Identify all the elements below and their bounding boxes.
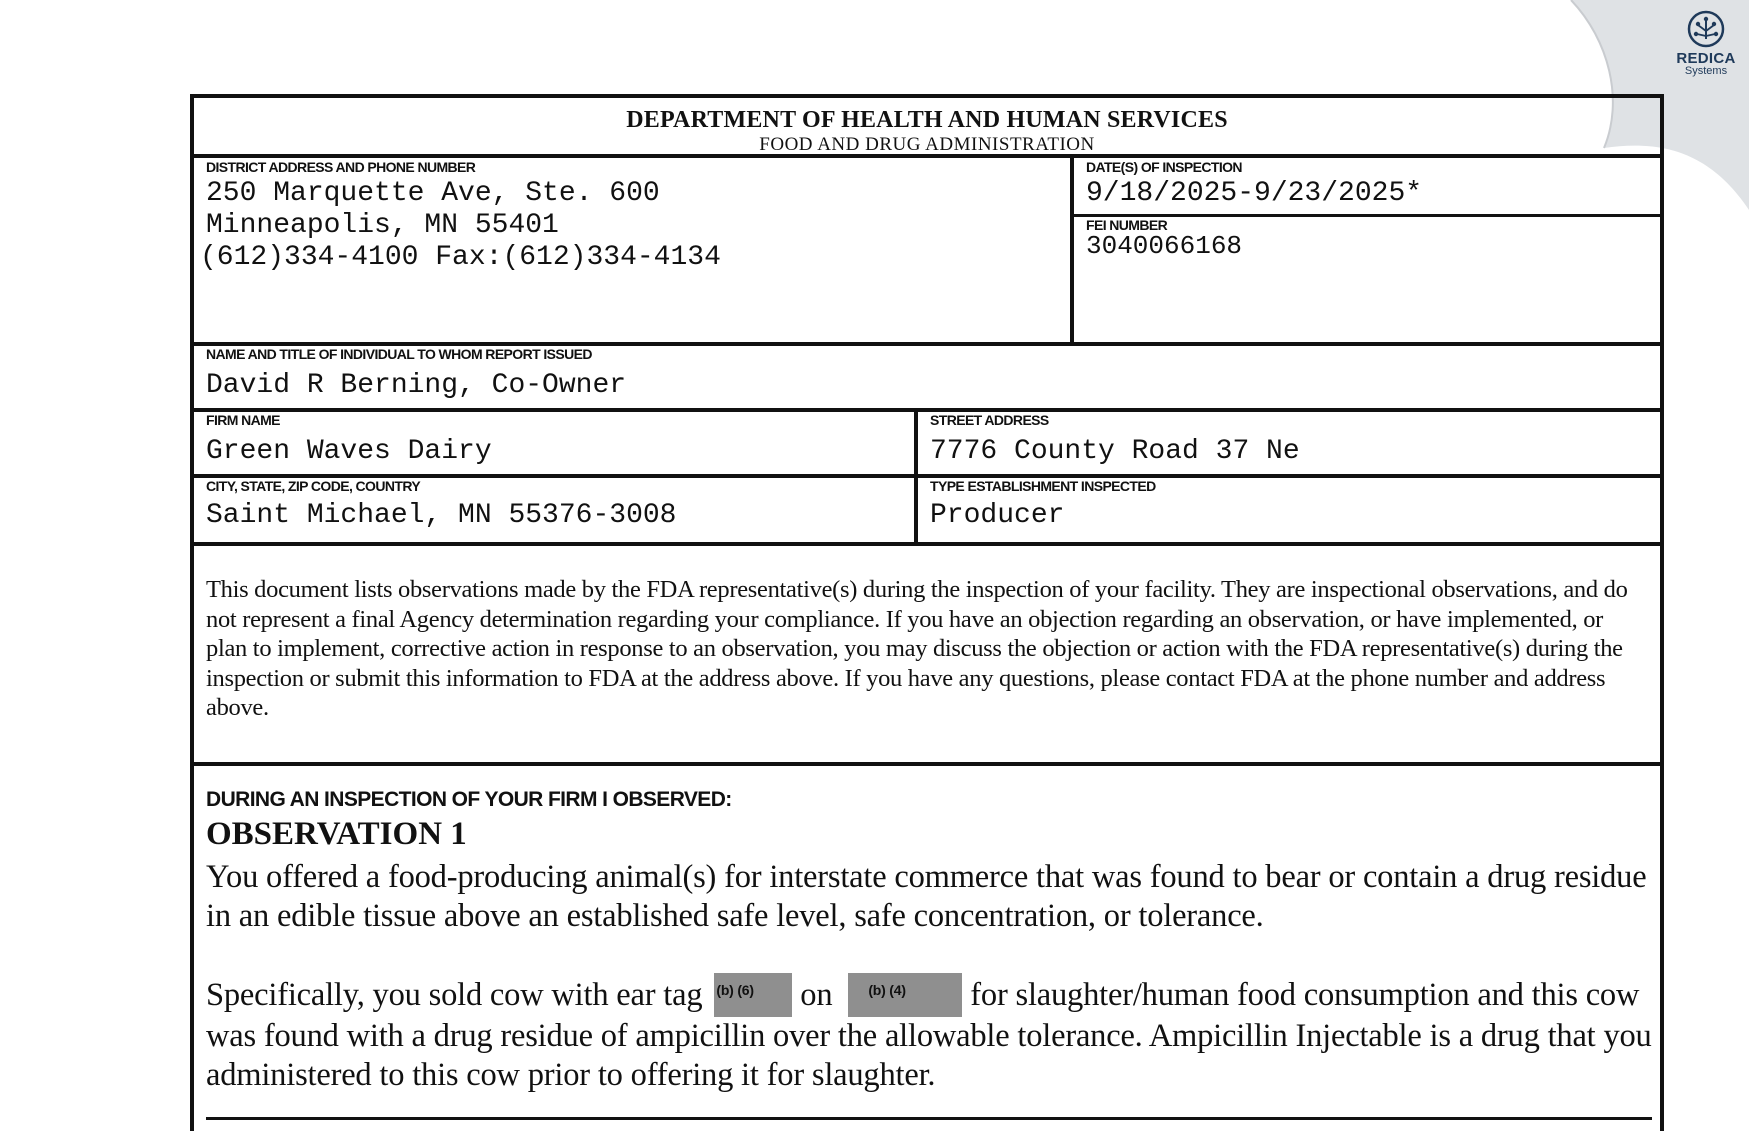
divider (194, 762, 1660, 766)
establishment-label: TYPE ESTABLISHMENT INSPECTED (930, 478, 1156, 494)
street-value: 7776 County Road 37 Ne (930, 436, 1300, 467)
redaction-label: (b) (4) (868, 982, 906, 998)
specifics-part1: Specifically, you sold cow with ear tag (206, 977, 703, 1013)
individual-value: David R Berning, Co-Owner (206, 370, 627, 401)
establishment-cell (918, 478, 1664, 542)
department-title: DEPARTMENT OF HEALTH AND HUMAN SERVICES (626, 107, 1228, 133)
bottom-rule (206, 1117, 1652, 1120)
individual-cell (194, 346, 1660, 408)
firm-label: FIRM NAME (206, 412, 280, 428)
fei-label: FEI NUMBER (1086, 217, 1168, 233)
logo-text (1675, 50, 1737, 77)
district-line2: Minneapolis, MN 55401 (206, 210, 559, 241)
firm-value: Green Waves Dairy (206, 436, 492, 467)
tree-network-icon (1686, 9, 1726, 49)
fei-value: 3040066168 (1086, 231, 1243, 261)
city-value: Saint Michael, MN 55376-3008 (206, 500, 677, 531)
inspection-dates-label: DATE(S) OF INSPECTION (1086, 159, 1242, 175)
redaction-box (714, 973, 792, 1017)
establishment-value: Producer (930, 500, 1065, 531)
inspection-dates-value: 9/18/2025-9/23/2025* (1086, 178, 1423, 209)
logo-brand: REDICA (1676, 50, 1736, 67)
street-cell (918, 412, 1664, 474)
district-cell (194, 158, 1070, 342)
street-label: STREET ADDRESS (930, 412, 1049, 428)
agency-title: FOOD AND DRUG ADMINISTRATION (759, 134, 1095, 155)
observations-heading: DURING AN INSPECTION OF YOUR FIRM I OBSERVED: (206, 788, 732, 811)
fei-cell (1074, 217, 1664, 342)
district-line3: (612)334-4100 Fax:(612)334-4134 (200, 242, 721, 273)
individual-label: NAME AND TITLE OF INDIVIDUAL TO WHOM REPORT ISSUED (206, 346, 592, 362)
specifics-part3: for slaughter/human food consumption and this cow was found with a drug residue of ampicillin over the allowable tolerance. Ampicillin Injectable is a drug that you administered to this cow prior to offering it for slaughter. (206, 977, 1652, 1093)
firm-cell (194, 412, 914, 474)
redaction-box (848, 973, 962, 1017)
divider (194, 542, 1660, 546)
specifics-part2: on (800, 977, 833, 1013)
observation-title: OBSERVATION 1 (206, 816, 467, 852)
city-label: CITY, STATE, ZIP CODE, COUNTRY (206, 478, 421, 494)
city-cell (194, 478, 914, 542)
observation-text: You offered a food-producing animal(s) for interstate commerce that was found to bear or contain a drug residue in an edible tissue above an established safe level, safe concentration, or tolerance. (206, 859, 1647, 934)
redaction-label: (b) (6) (716, 982, 754, 998)
notice-paragraph: This document lists observations made by the FDA representative(s) during the inspection of your facility. They are inspectional observations, and do not represent a final Agency determination regarding your compliance. If you have an objection regarding an observation, or have implemented, or plan to implement, corrective action in response to an observation, you may discuss the objection or action with the FDA representative(s) during the inspection or submit this information to FDA at the address above. If you have any questions, please contact FDA at the phone number and address above. (206, 576, 1628, 721)
inspection-dates-cell (1074, 158, 1664, 214)
observation-specifics (206, 973, 1666, 1095)
district-label: DISTRICT ADDRESS AND PHONE NUMBER (206, 159, 476, 175)
district-line1: 250 Marquette Ave, Ste. 600 (206, 178, 660, 209)
form-header (194, 98, 1660, 158)
logo-sub: Systems (1684, 65, 1728, 77)
fda-483-form (190, 94, 1664, 1131)
